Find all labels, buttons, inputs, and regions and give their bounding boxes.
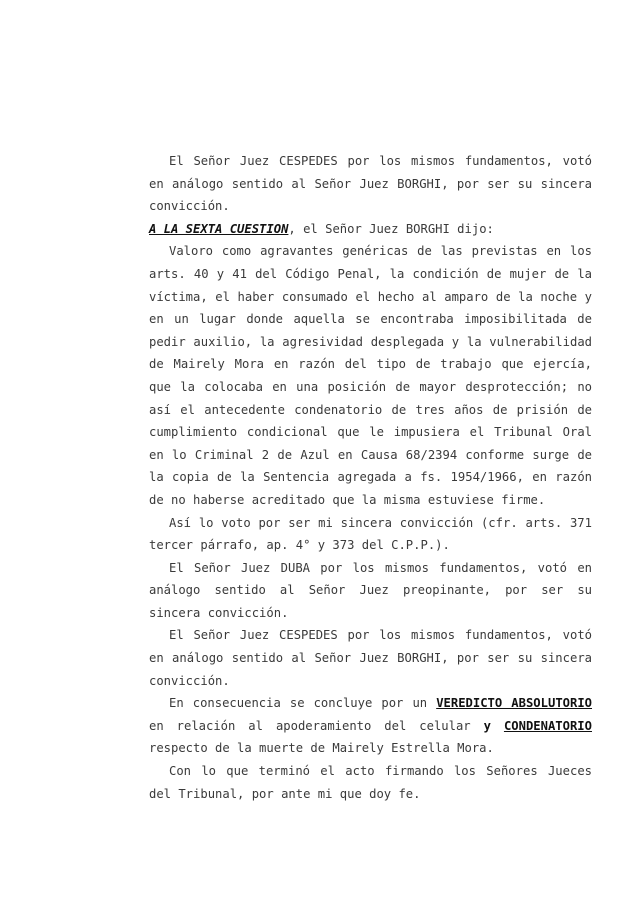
sixth-question-title: A LA SEXTA CUESTION	[149, 221, 289, 236]
paragraph-duba-vote: El Señor Juez DUBA por los mismos fundamentos, votó en análogo sentido al Señor Juez preopinante, por ser su sincera convicción.	[149, 560, 592, 620]
verdict-condenatorio: CONDENATORIO	[503, 718, 592, 733]
paragraph-verdict	[149, 692, 592, 760]
sixth-question-intro: , el Señor Juez BORGHI dijo:	[288, 221, 494, 236]
paragraph-borghi-vote: Así lo voto por ser mi sincera convicción (cfr. arts. 371 tercer párrafo, ap. 4° y 373 del C.P.P.).	[149, 515, 592, 553]
paragraph-closing: Con lo que terminó el acto firmando los Señores Jueces del Tribunal, por ante mi que doy fe.	[149, 764, 592, 801]
verdict-absolutorio: VEREDICTO ABSOLUTORIO	[436, 696, 593, 711]
verdict-end: respecto de la muerte de Mairely Estrella Mora.	[149, 741, 494, 756]
paragraph-cespedes-vote-2: El Señor Juez CESPEDES por los mismos fundamentos, votó en análogo sentido al Señor Juez BORGHI, por ser su sincera convicción.	[149, 628, 592, 688]
paragraph-sixth-question-heading	[149, 218, 592, 241]
verdict-middle: en relación al apoderamiento del celular	[149, 718, 484, 733]
verdict-intro: En consecuencia se concluye por un	[169, 696, 437, 711]
paragraph-aggravating-factors: Valoro como agravantes genéricas de las previstas en los arts. 40 y 41 del Código Penal, la condición de mujer de la víctima, el haber consumado el hecho al amparo de la noche y en un lugar donde aquella se encontraba imposibilitada de pedir auxilio, la agresividad desplegada y la vulnerabilidad de Mairely Mora en razón del tipo de trabajo que ejercía, que la colocaba en una posición de mayor desprotección; no así el antecedente condenatorio de tres años de prisión de cumplimiento condicional que le impusiera el Tribunal Oral en lo Criminal 2 de Azul en Causa 68/2394 conforme surge de la copia de la Sentencia agregada a fs. 1954/1966, en razón de no haberse acreditado que la misma estuviese firme.	[149, 244, 592, 507]
paragraph-cespedes-vote-1: El Señor Juez CESPEDES por los mismos fundamentos, votó en análogo sentido al Señor Juez BORGHI, por ser su sincera convicción.	[149, 154, 592, 214]
document-body	[149, 150, 592, 805]
verdict-conjunction: y	[483, 718, 504, 733]
